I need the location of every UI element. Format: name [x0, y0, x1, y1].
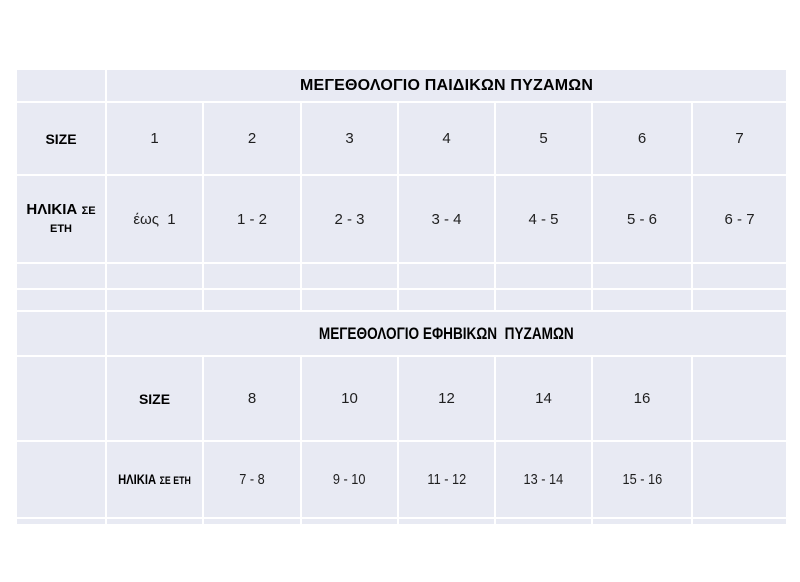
- spacer-row: [16, 518, 787, 525]
- empty-cell: [592, 289, 692, 311]
- teens-age-label-main: ΗΛΙΚΙΑ: [118, 470, 157, 487]
- kids-age-label-suffix: ΣΕ ΕΤΗ: [50, 205, 96, 235]
- empty-cell: [495, 518, 592, 525]
- kids-size-6: 6: [592, 102, 692, 175]
- empty-cell: [301, 518, 398, 525]
- teens-age-1: 7 - 8: [203, 441, 301, 518]
- empty-cell: [398, 263, 495, 289]
- empty-cell: [301, 263, 398, 289]
- teens-size-16: 16: [592, 356, 692, 441]
- kids-age-4: 3 - 4: [398, 175, 495, 263]
- empty-cell: [495, 289, 592, 311]
- kids-age-6: 5 - 6: [592, 175, 692, 263]
- kids-size-7: 7: [692, 102, 787, 175]
- kids-age-2: 1 - 2: [203, 175, 301, 263]
- empty-cell: [692, 441, 787, 518]
- empty-cell: [301, 289, 398, 311]
- empty-cell: [16, 263, 106, 289]
- empty-cell: [16, 311, 106, 356]
- spacer-row: [16, 289, 787, 311]
- kids-age-7: 6 - 7: [692, 175, 787, 263]
- empty-cell: [203, 263, 301, 289]
- kids-age-row: [16, 175, 787, 263]
- teens-age-label: [106, 441, 203, 518]
- empty-cell: [106, 518, 203, 525]
- kids-age-label-main: ΗΛΙΚΙΑ: [26, 201, 78, 218]
- empty-cell: [398, 518, 495, 525]
- kids-title-row: [16, 69, 787, 102]
- empty-cell: [592, 518, 692, 525]
- empty-cell: [203, 289, 301, 311]
- spacer-row: [16, 263, 787, 289]
- kids-age-5: 4 - 5: [495, 175, 592, 263]
- teens-size-12: 12: [398, 356, 495, 441]
- teens-size-10: 10: [301, 356, 398, 441]
- kids-size-5: 5: [495, 102, 592, 175]
- empty-cell: [692, 518, 787, 525]
- teens-title: ΜΕΓΕΘΟΛΟΓΙΟ ΕΦΗΒΙΚΩΝ ΠΥΖΑΜΩΝ: [319, 323, 574, 343]
- empty-cell: [16, 441, 106, 518]
- empty-cell: [592, 263, 692, 289]
- kids-age-label: [16, 175, 106, 263]
- kids-size-row: [16, 102, 787, 175]
- kids-size-2: 2: [203, 102, 301, 175]
- empty-cell: [16, 518, 106, 525]
- teens-age-2: 9 - 10: [301, 441, 398, 518]
- teens-size-8: 8: [203, 356, 301, 441]
- kids-age-1: έως 1: [106, 175, 203, 263]
- teens-size-14: 14: [495, 356, 592, 441]
- teens-age-label-suffix: ΣΕ ΕΤΗ: [159, 474, 191, 487]
- kids-age-3: 2 - 3: [301, 175, 398, 263]
- empty-cell: [16, 356, 106, 441]
- teens-size-label: SIZE: [106, 356, 203, 441]
- kids-size-label: SIZE: [16, 102, 106, 175]
- teens-age-4: 13 - 14: [495, 441, 592, 518]
- teens-age-label-wrap: [118, 471, 191, 489]
- empty-cell: [398, 289, 495, 311]
- empty-cell: [495, 263, 592, 289]
- empty-cell: [16, 69, 106, 102]
- kids-size-1: 1: [106, 102, 203, 175]
- empty-cell: [692, 356, 787, 441]
- teens-age-5: 15 - 16: [592, 441, 692, 518]
- teens-age-3: 11 - 12: [398, 441, 495, 518]
- teens-size-row: [16, 356, 787, 441]
- kids-size-4: 4: [398, 102, 495, 175]
- teens-title-cell: [106, 311, 787, 356]
- empty-cell: [106, 289, 203, 311]
- empty-cell: [203, 518, 301, 525]
- empty-cell: [106, 263, 203, 289]
- kids-title: ΜΕΓΕΘΟΛΟΓΙΟ ΠΑΙΔΙΚΩΝ ΠΥΖΑΜΩΝ: [106, 69, 787, 102]
- empty-cell: [16, 289, 106, 311]
- kids-size-3: 3: [301, 102, 398, 175]
- empty-cell: [692, 263, 787, 289]
- empty-cell: [692, 289, 787, 311]
- size-chart-table: [15, 68, 788, 526]
- teens-title-row: [16, 311, 787, 356]
- teens-age-row: [16, 441, 787, 518]
